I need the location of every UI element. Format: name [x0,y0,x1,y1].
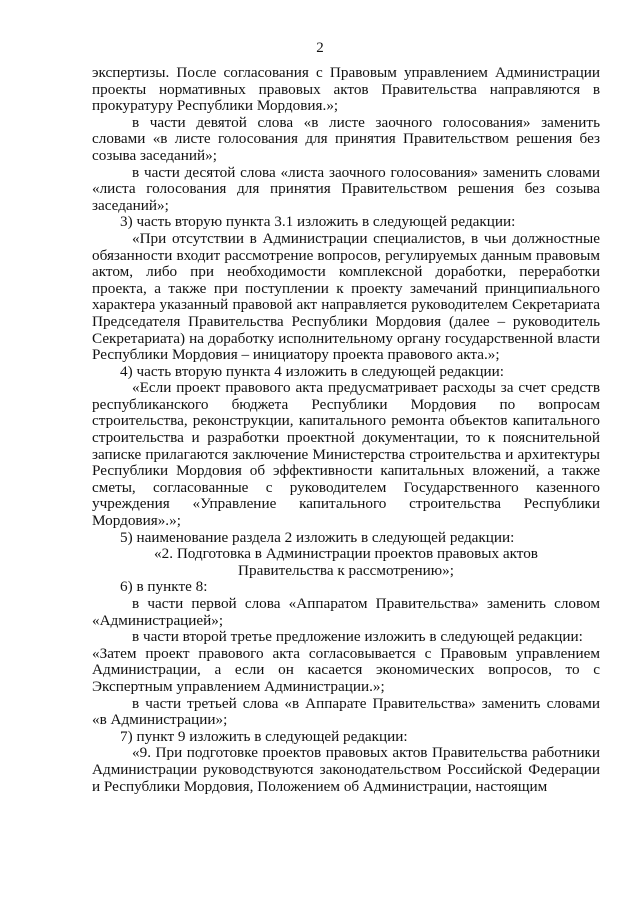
paragraph-item-5: 5) наименование раздела 2 изложить в следующей редакции: [120,528,515,546]
paragraph-item-3-text: «При отсутствии в Администрации специалистов, в чьи должностные обязанности входит рассмотрение вопросов, регулируемых данным правовым актом, либо при необходимости комплексной доработки, переработки проекта, а также при поступлении к проекту замечаний принципиального характера указанный правовой акт направляется руководителем Секретариата Председателя Правительства Республики Мордовия (далее – руководитель Секретариата) на доработку исполнительному органу государственной власти Республики Мордовия – инициатору проекта правового акта.»; [92,229,600,364]
paragraph-item-7: 7) пункт 9 изложить в следующей редакции: [120,727,408,745]
paragraph-item-6-part-three: в части третьей слова «в Аппарате Правительства» заменить словами «в Администрации»; [92,694,600,729]
section-heading-line-1: «2. Подготовка в Администрации проектов правовых актов [154,545,538,563]
paragraph-item-6-part-one: в части первой слова «Аппаратом Правительства» заменить словом «Администрацией»; [92,595,600,629]
paragraph-part-nine: в части девятой слова «в листе заочного голосования» заменить словами «в листе голосования для принятия Правительством решения без созыва заседаний»; [92,113,600,164]
paragraph-expertise-end: экспертизы. После согласования с Правовым управлением Администрации проекты нормативных правовых актов Правительства направляются в прокуратуру Республики Мордовия.»; [92,64,600,115]
document-body [92,65,600,795]
paragraph-item-6-part-two-text: «Затем проект правового акта согласовывается с Правовым управлением Администрации, а если он касается экономических вопросов, то с Экспертным управлением Администрации.»; [92,644,600,695]
paragraph-item-6-part-two: в части второй третье предложение изложить в следующей редакции: [132,628,583,646]
paragraph-item-4-text: «Если проект правового акта предусматривает расходы за счет средств республиканского бюджета Республики Мордовия по вопросам строительства, реконструкции, капитального ремонта объектов капитального строительства и разработки проектной документации, то к пояснительной записке прилагаются заключение Министерства строительства и архитектуры Республики Мордовия об эффективности капитальных вложений, а также сметы, согласованные с руководителем Государственного казенного учреждения «Управление капитального строительства Республики Мордовия».»; [92,379,600,530]
paragraph-item-6: 6) в пункте 8: [120,578,208,596]
section-heading-line-2: Правительства к рассмотрению»; [238,561,454,579]
paragraph-item-4: 4) часть вторую пункта 4 изложить в следующей редакции: [120,362,505,380]
page-number: 2 [316,40,324,56]
paragraph-part-ten: в части десятой слова «листа заочного голосования» заменить словами «листа голосования для принятия Правительством решения без созыва заседаний»; [92,163,600,214]
paragraph-item-7-text: «9. При подготовке проектов правовых актов Правительства работники Администрации руководствуются законодательством Российской Федерации и Республики Мордовия, Положением об Администрации, настоящим [92,744,600,795]
paragraph-item-3: 3) часть вторую пункта 3.1 изложить в следующей редакции: [120,213,516,231]
